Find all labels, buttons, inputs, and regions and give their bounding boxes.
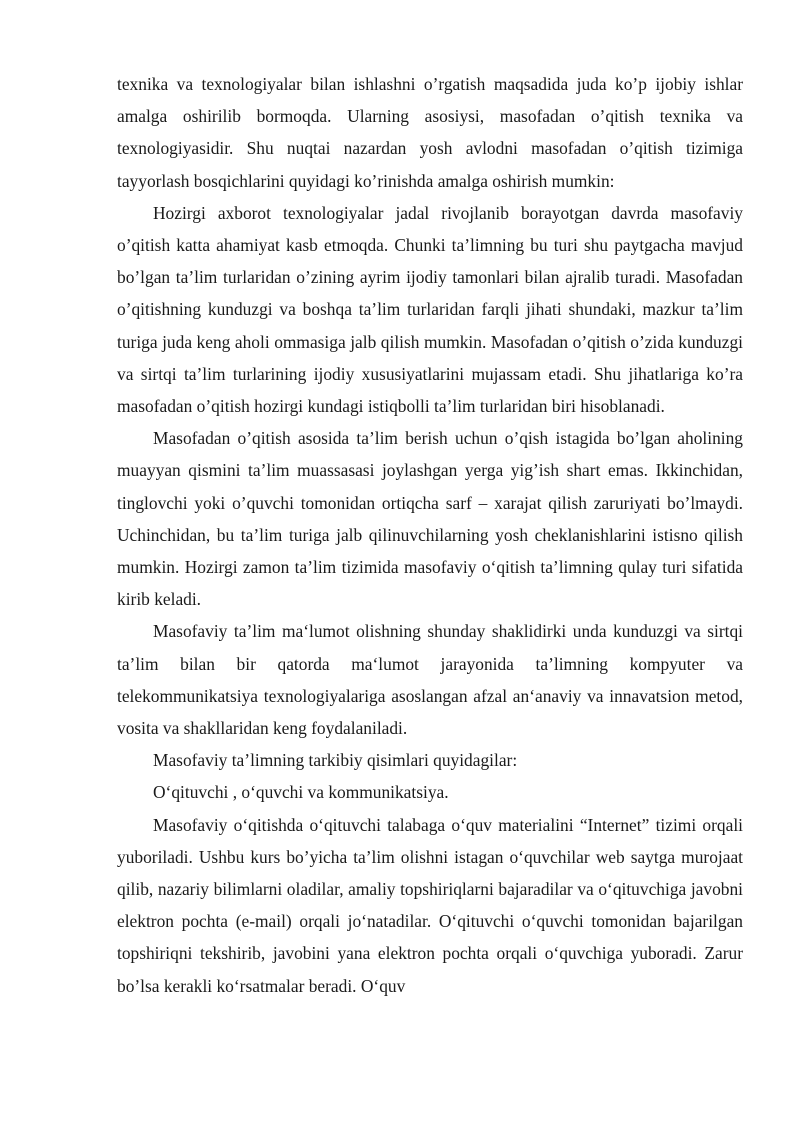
paragraph-4: Masofaviy ta’lim ma‘lumot olishning shunday shaklidirki unda kunduzgi va sirtqi ta’lim bilan bir qatorda ma‘lumot jarayonida ta’limning kompyuter va telekommunikatsiya texnologiyalariga asoslangan afzal an‘anaviy va innavatsion metod, vosita va shakllaridan keng foydalaniladi.	[117, 621, 743, 739]
paragraph-5: Masofaviy ta’limning tarkibiy qisimlari quyidagilar:	[153, 750, 518, 771]
paragraph-2: Hozirgi axborot texnologiyalar jadal rivojlanib borayotgan davrda masofaviy o’qitish katta ahamiyat kasb etmoqda. Chunki ta’limning bu turi shu paytgacha mavjud bo’lgan ta’lim turlaridan o’zining ayrim ijodiy tamonlari bilan ajralib turadi. Masofadan o’qitishning kunduzgi va boshqa ta’lim turlaridan farqli jihati shundaki, mazkur ta’lim turiga juda keng aholi ommasiga jalb qilish mumkin. Masofadan o’qitish o’zida kunduzgi va sirtqi ta’lim turlarining ijodiy xususiyatlarini mujassam etadi. Shu jihatlariga ko’ra masofadan o’qitish hozirgi kundagi istiqbolli ta’lim turlaridan biri hisoblanadi.	[117, 202, 743, 417]
paragraph-3: Masofadan o’qitish asosida ta’lim berish uchun o’qish istagida bo’lgan aholining muayyan qismini ta’lim muassasasi joylashgan yerga yig’ish shart emas. Ikkinchidan, tinglovchi yoki o’quvchi tomonidan ortiqcha sarf – xarajat qilish zaruriyati bo’lmaydi. Uchinchidan, bu ta’lim turiga jalb qilinuvchilarning yosh cheklanishlarini istisno qilish mumkin. Hozirgi zamon ta’lim tizimida masofaviy o‘qitish ta’limning qulay turi sifatida kirib keladi.	[117, 428, 743, 610]
paragraph-7: Masofaviy o‘qitishda o‘qituvchi talabaga o‘quv materialini “Internet” tizimi orqali yuboriladi. Ushbu kurs bo’yicha ta’lim olishni istagan o‘quvchilar web saytga murojaat qilib, nazariy bilimlarni oladilar, amaliy topshiriqlarni bajaradilar va o‘qituvchiga javobni elektron pochta (e-mail) orqali jo‘natadilar. O‘qituvchi o‘quvchi tomonidan bajarilgan topshiriqni tekshirib, javobini yana elektron pochta orqali o‘quvchiga yuboradi. Zarur bo’lsa kerakli ko‘rsatmalar beradi. O‘quv	[117, 814, 743, 996]
document-page	[117, 68, 743, 1002]
paragraph-1: texnika va texnologiyalar bilan ishlashni o’rgatish maqsadida juda ko’p ijobiy ishlar amalga oshirilib bormoqda. Ularning asosiysi, masofadan o’qitish texnika va texnologiyasidir. Shu nuqtai nazardan yosh avlodni masofadan o’qitish tizimiga tayyorlash bosqichlarini quyidagi ko’rinishda amalga oshirish mumkin:	[117, 74, 743, 191]
paragraph-6: O‘qituvchi , o‘quvchi va kommunikatsiya.	[153, 782, 449, 803]
